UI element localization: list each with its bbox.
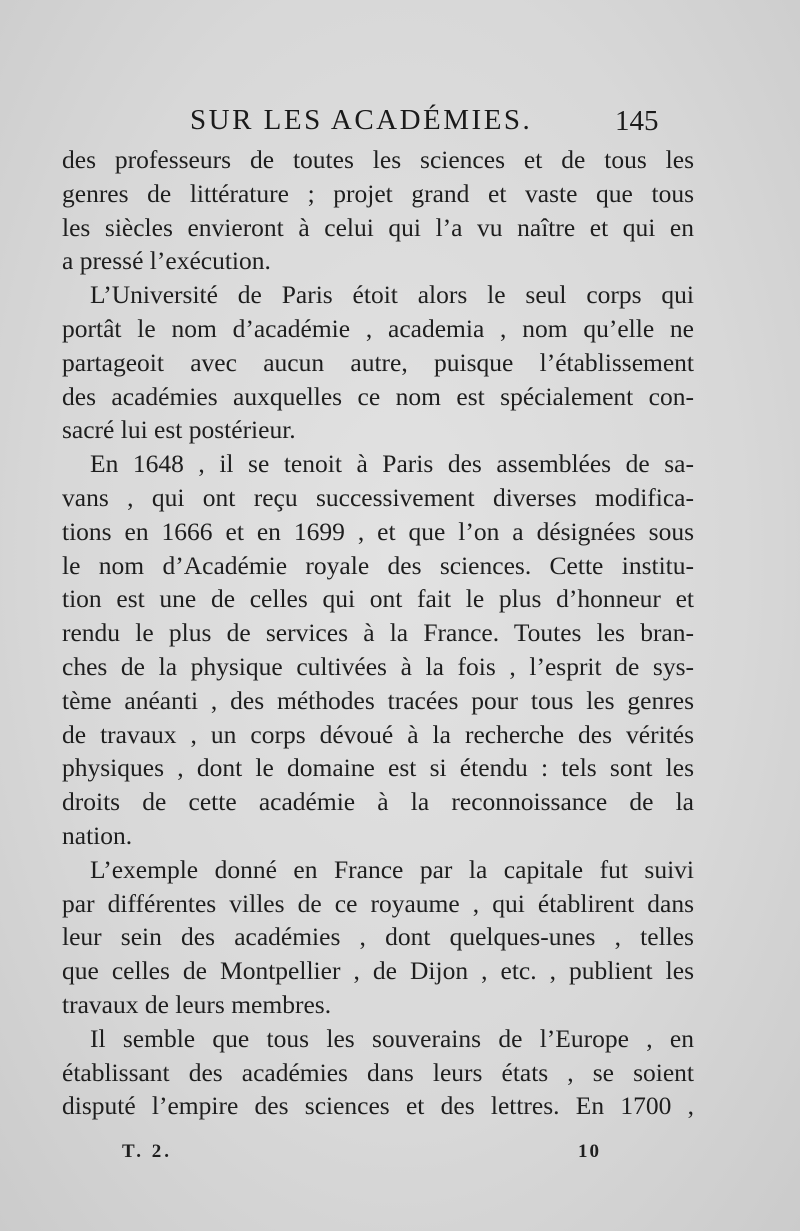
text-line: tème anéanti , des méthodes tracées pour tous les genres: [62, 685, 694, 715]
text-line: genres de littérature ; projet grand et vaste que tous: [62, 178, 694, 208]
text-line: travaux de leurs membres.: [62, 989, 332, 1019]
text-line: leur sein des académies , dont quelques-unes , telles: [62, 922, 694, 952]
text-line: tion est une de celles qui ont fait le plus d’honneur et: [62, 584, 694, 614]
text-line: sacré lui est postérieur.: [62, 415, 296, 445]
page-header: [0, 104, 800, 144]
text-line: des académies auxquelles ce nom est spécialement con-: [62, 381, 694, 411]
signature-mark: T. 2.: [122, 1141, 173, 1162]
text-line: tions en 1666 et en 1699 , et que l’on a désignées sous: [62, 516, 694, 546]
text-line: droits de cette académie à la reconnoissance de la: [62, 787, 694, 817]
text-line: partageoit avec aucun autre, puisque l’établissement: [62, 347, 694, 377]
text-line: Il semble que tous les souverains de l’Europe , en: [90, 1023, 694, 1053]
signature-page-number: 10: [578, 1141, 601, 1162]
text-line: nation.: [62, 820, 133, 850]
text-line: L’exemple donné en France par la capitale fut suivi: [90, 854, 694, 884]
text-line: L’Université de Paris étoit alors le seul corps qui: [90, 280, 694, 310]
text-line: physiques , dont le domaine est si étendu : tels sont les: [62, 753, 694, 783]
text-line: de travaux , un corps dévoué à la recherche des vérités: [62, 719, 694, 749]
text-line: par différentes villes de ce royaume , qui établirent dans: [62, 888, 694, 918]
text-line: les siècles envieront à celui qui l’a vu naître et qui en: [62, 212, 694, 242]
text-line: le nom d’Académie royale des sciences. Cette institu-: [62, 550, 694, 580]
text-line: des professeurs de toutes les sciences et de tous les: [62, 145, 694, 174]
text-line: que celles de Montpellier , de Dijon , etc. , publient les: [62, 956, 694, 986]
text-line: rendu le plus de services à la France. Toutes les bran-: [62, 618, 694, 648]
text-line: vans , qui ont reçu successivement diverses modifica-: [62, 482, 694, 512]
body-text: [62, 143, 694, 1123]
text-line: portât le nom d’académie , academia , nom qu’elle ne: [62, 313, 694, 343]
text-line: établissant des académies dans leurs états , se soient: [62, 1057, 694, 1087]
text-line: a pressé l’exécution.: [62, 246, 271, 276]
text-line: En 1648 , il se tenoit à Paris des assemblées de sa-: [90, 449, 694, 479]
text-line: disputé l’empire des sciences et des lettres. En 1700 ,: [62, 1091, 694, 1121]
running-title: SUR LES ACADÉMIES.: [190, 104, 533, 136]
text-line: ches de la physique cultivées à la fois , l’esprit de sys-: [62, 651, 694, 681]
page-number: 145: [615, 105, 659, 137]
